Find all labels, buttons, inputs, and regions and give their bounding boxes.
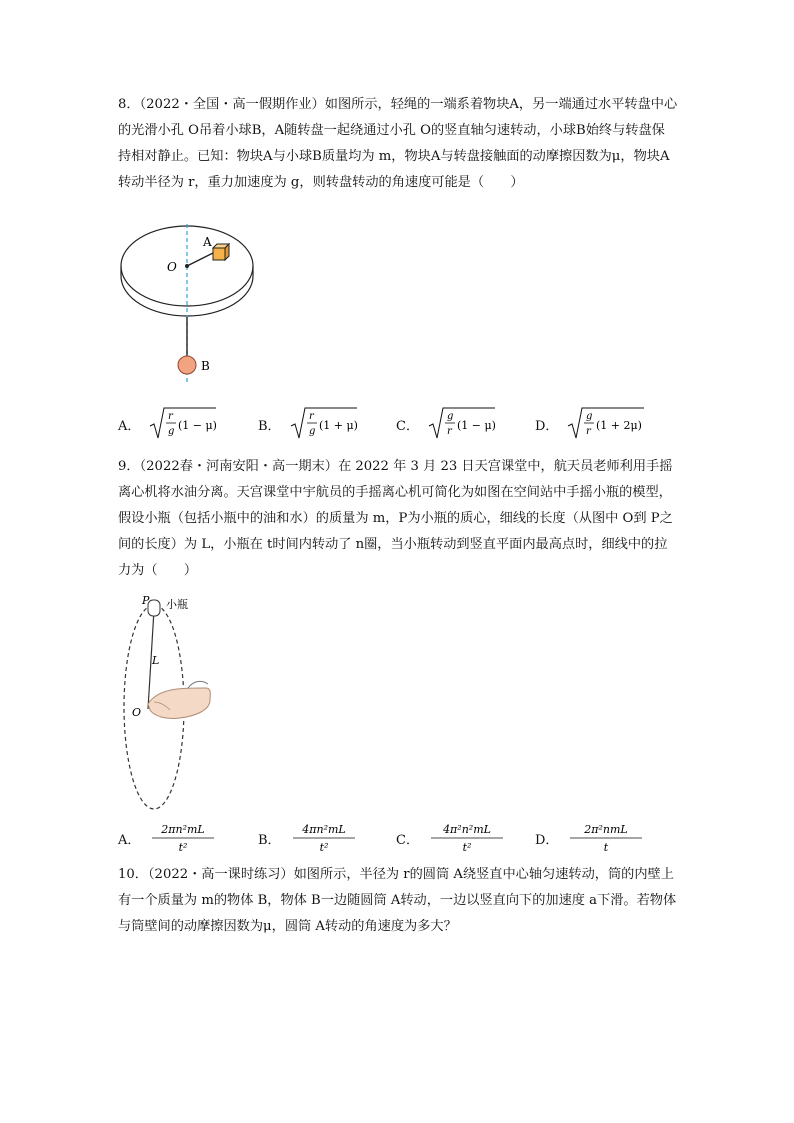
choice-label: B． (258, 832, 281, 848)
label-o: O (167, 260, 177, 274)
denominator: g (308, 426, 315, 437)
sqrt-expression (148, 406, 218, 442)
fraction (148, 820, 218, 856)
choice-8-d[interactable] (535, 406, 646, 442)
choice-label: A． (118, 832, 141, 848)
sqrt-expression (289, 406, 359, 442)
factor: (1 + μ) (318, 419, 358, 432)
label-a: A (203, 235, 212, 249)
question-9-choices (118, 820, 678, 860)
choice-8-b[interactable] (258, 406, 359, 442)
choice-label: D． (535, 832, 559, 848)
question-9-stem: 9．（2022春・河南安阳・高一期末）在 2022 年 3 月 23 日天宫课堂中，航天员老师利用手摇离心机将水油分离。天宫课堂中宇航员的手摇离心机可简化为如图在空间站中手摇小瓶的模型，假设小瓶（包括小瓶中的油和水）的质量为 m，P为小瓶的质心，细线的长度（从图中 O到 P之间的长度）为 L，小瓶在 t时间内转动了 n圈，当小瓶转动到竖直平面内最高点时，细线中的拉力为（ ） (118, 459, 673, 578)
choice-label: B． (258, 418, 281, 434)
choice-8-c[interactable] (396, 406, 497, 442)
choice-label: A． (118, 418, 141, 434)
numerator: 4π²n²mL (443, 823, 491, 836)
question-8-figure (115, 222, 265, 382)
label-o: O (132, 706, 142, 719)
choice-9-b[interactable] (258, 820, 359, 856)
fraction (566, 820, 646, 856)
denominator: t (604, 841, 609, 854)
label-bottle: 小瓶 (166, 598, 188, 611)
fraction (289, 820, 359, 856)
denominator: t² (319, 841, 328, 854)
choice-9-c[interactable] (396, 820, 507, 856)
choice-9-d[interactable] (535, 820, 646, 856)
choice-label: C． (396, 832, 419, 848)
factor: (1 − μ) (178, 419, 218, 432)
denominator: t² (178, 841, 188, 854)
sqrt-expression (427, 406, 497, 442)
label-l: L (152, 654, 160, 667)
denominator: t² (462, 841, 472, 854)
choice-label: C． (396, 418, 419, 434)
numerator: g (586, 411, 593, 422)
numerator: r (308, 411, 314, 422)
label-p: P (142, 594, 150, 607)
fraction (427, 820, 507, 856)
choice-label: D． (535, 418, 559, 434)
question-8-stem: 8．（2022・全国・高一假期作业）如图所示，轻绳的一端系着物块A，另一端通过水平转盘中心的光滑小孔 O吊着小球B，A随转盘一起绕通过小孔 O的竖直轴匀速转动，小球B始终与转盘保持相对静止。已知：物块A与小球B质量均为 m，物块A与转盘接触面的动摩擦因数为μ，物块A转动半径为 r，重力加速度为 g，则转盘转动的角速度可能是（ ） (118, 97, 678, 190)
choice-8-a[interactable] (118, 406, 218, 442)
question-10-stem: 10．（2022・高一课时练习）如图所示，半径为 r的圆筒 A绕竖直中心轴匀速转动，筒的内壁上有一个质量为 m的物体 B，物体 B一边随圆筒 A转动，一边以竖直向下的加速度 a下滑。若物体与筒壁间的动摩擦因数为μ，圆筒 A转动的角速度为多大？ (118, 867, 677, 934)
numerator: 2πn²mL (161, 823, 206, 836)
question-9-figure (118, 592, 228, 812)
denominator: r (586, 426, 592, 437)
denominator: g (168, 426, 175, 437)
sqrt-expression (566, 406, 646, 442)
factor: (1 + 2μ) (596, 419, 643, 432)
numerator: g (446, 411, 454, 422)
numerator: 4πn²mL (301, 823, 346, 836)
numerator: r (168, 411, 174, 422)
choice-9-a[interactable] (118, 820, 218, 856)
numerator: 2π²nmL (584, 823, 629, 836)
question-8-choices (118, 406, 678, 446)
denominator: r (446, 426, 452, 437)
factor: (1 − μ) (456, 419, 496, 432)
label-b: B (201, 359, 210, 373)
